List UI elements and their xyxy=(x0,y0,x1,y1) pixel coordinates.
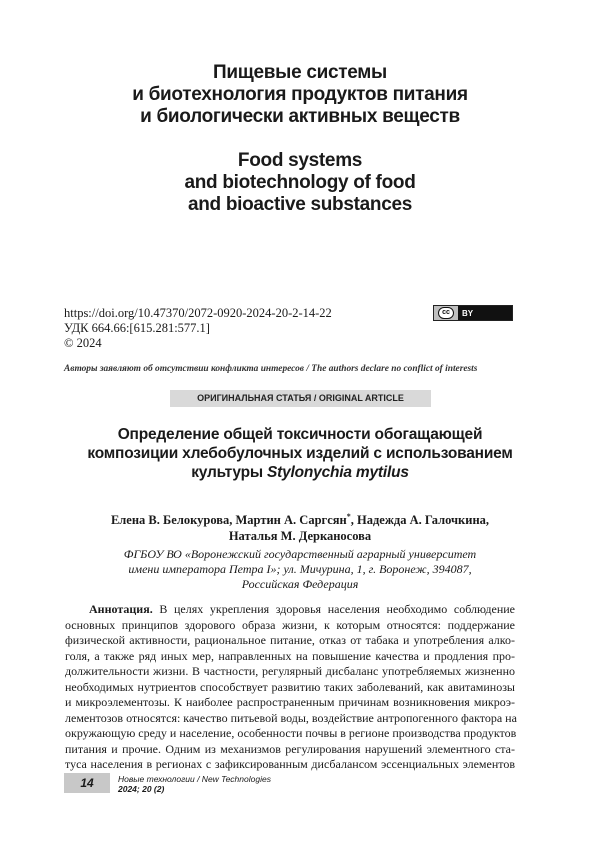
section-title-en-line: and biotechnology of food xyxy=(184,172,416,193)
article-title-line: Определение общей токсичности обогащающей xyxy=(117,426,483,443)
article-type-label: ОРИГИНАЛЬНАЯ СТАТЬЯ / ORIGINAL ARTICLE xyxy=(170,390,431,407)
article-title-prefix: культуры xyxy=(191,464,267,481)
section-title-ru-line: и биологически активных веществ xyxy=(140,106,460,127)
article-title xyxy=(0,425,600,482)
affiliation-line: имени императора Петра I»; ул. Мичурина, 1, г. Воронеж, 394087, xyxy=(128,562,472,576)
conflict-statement: Авторы заявляют об отсутствии конфликта интересов / The authors declare no conflict of interests xyxy=(64,364,478,374)
section-title-ru xyxy=(0,62,600,128)
abstract-text: В целях укрепления здоровья населения необходимо соблюдение xyxy=(152,602,515,616)
abstract-line: и микроэлементозы. К наиболее распространенным причинам возникновения микроэ- xyxy=(65,695,515,709)
abstract-label: Аннотация. xyxy=(89,602,153,616)
section-title-en xyxy=(0,150,600,216)
abstract-line xyxy=(65,602,515,618)
abstract-line: питания и прочие. Одним из механизмов регулирования нарушений элементного ста- xyxy=(65,741,515,756)
doi-link[interactable]: https://doi.org/10.47370/2072-0920-2024-20-2-14-22 xyxy=(64,306,332,320)
abstract-line: должительности жизни. В частности, регулярный дисбаланс употребляемых жизненно xyxy=(65,664,515,678)
abstract-line: лементозов относятся: качество питьевой воды, воздействие антропогенного фактора на xyxy=(65,710,517,725)
journal-footer xyxy=(118,774,271,794)
section-title-en-line: Food systems xyxy=(237,150,363,171)
abstract-line: голя, а также ряд иных мер, направленных на повышение качества и продления про- xyxy=(65,648,515,663)
cc-by-license-badge[interactable] xyxy=(433,305,513,321)
species-name: Stylonychia mytilus xyxy=(267,464,409,481)
authors-part: , Надежда А. Галочкина, xyxy=(350,513,490,528)
article-title-line xyxy=(0,463,600,482)
section-title-ru-line: Пищевые системы xyxy=(213,62,387,83)
page-number: 14 xyxy=(64,773,110,793)
authors-part: Елена В. Белокурова, Мартин А. Саргсян xyxy=(110,513,347,528)
affiliation-line: ФГБОУ ВО «Воронежский государственный аграрный университет xyxy=(123,547,477,561)
copyright: © 2024 xyxy=(64,336,102,350)
authors-line xyxy=(0,509,600,528)
authors xyxy=(0,509,600,544)
article-meta xyxy=(64,306,332,351)
article-title-line: композиции хлебобулочных изделий с использованием xyxy=(87,445,513,462)
abstract-line: основных принципов здорового образа жизни, к которым относятся: поддержание xyxy=(65,617,515,632)
cc-logo: cc xyxy=(438,307,454,319)
affiliation xyxy=(0,547,600,592)
journal-name: Новые технологии / New Technologies xyxy=(118,774,271,784)
udc-code: УДК 664.66:[615.281:577.1] xyxy=(64,321,210,335)
corresponding-author-mark: * xyxy=(346,512,351,521)
abstract-line: окружающую среду и население, особенности почвы в регионе производства продуктов xyxy=(65,726,517,740)
abstract xyxy=(65,602,515,773)
section-title-en-line: and bioactive substances xyxy=(187,194,413,215)
section-title-ru-line: и биотехнология продуктов питания xyxy=(132,84,468,105)
abstract-line: необходимых нутриентов способствует развитию таких заболеваний, как авитаминозы xyxy=(65,679,515,694)
authors-line: Наталья М. Дерканосова xyxy=(228,529,372,544)
cc-icon xyxy=(434,306,458,320)
affiliation-line: Российская Федерация xyxy=(241,577,359,591)
abstract-line: туса населения в регионах с зафиксированным дисбалансом эссенциальных элементов xyxy=(65,757,515,771)
journal-volume: 2024; 20 (2) xyxy=(118,784,165,794)
abstract-line: физической активности, рациональное питание, отказ от табака и употребления алко- xyxy=(65,633,515,647)
cc-by-label: BY xyxy=(462,308,474,318)
